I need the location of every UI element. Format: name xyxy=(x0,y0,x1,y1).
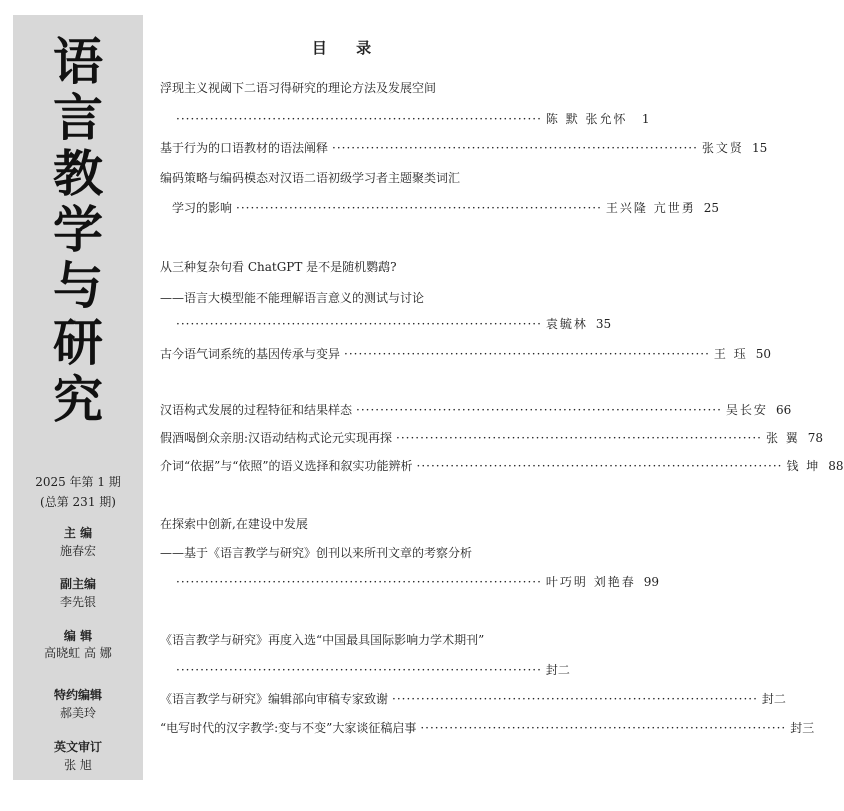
toc-entry-page: 1 xyxy=(641,112,650,126)
journal-title-char: 学 xyxy=(53,200,103,259)
toc-entry-title: 假酒喝倒众亲朋:汉语动结构式论元实现再探 xyxy=(160,431,393,445)
toc-entry-author: 叶巧明 刘艳春 xyxy=(545,575,636,589)
toc-entry xyxy=(160,140,768,156)
toc-entry-title: 汉语构式发展的过程特征和结果样态 xyxy=(160,403,353,417)
toc-entry-title: “电写时代的汉字教学:变与不变”大家谈征稿启事 xyxy=(160,721,417,735)
toc-leader-dots: ············································································ xyxy=(236,201,602,215)
toc-entry-title: 《语言教学与研究》编辑部向审稿专家致谢 xyxy=(160,692,389,706)
toc-entry-title: 学习的影响 xyxy=(172,201,233,215)
toc-entry xyxy=(160,402,792,418)
staff-role: 副主编 xyxy=(59,577,96,591)
toc-entry-author: 王 珏 xyxy=(713,347,748,361)
staff-role: 编 辑 xyxy=(63,629,93,643)
toc-entry-page: 66 xyxy=(775,403,792,417)
toc-title-line: 在探索中创新,在建设中发展 xyxy=(160,517,308,531)
journal-title-char: 语 xyxy=(53,32,103,91)
toc-title-line: 《语言教学与研究》再度入选“中国最具国际影响力学术期刊” xyxy=(160,633,485,647)
toc-entry xyxy=(172,111,650,127)
toc-entry xyxy=(160,720,815,736)
issue-number: 2025 年第 1 期 xyxy=(35,475,121,489)
staff-name: 李先银 xyxy=(59,595,96,609)
staff-name: 张 旭 xyxy=(64,758,92,772)
journal-title-char: 言 xyxy=(53,88,103,147)
toc-entry xyxy=(160,458,844,474)
toc-entry-title: 古今语气词系统的基因传承与变异 xyxy=(160,347,341,361)
toc-entry xyxy=(172,574,660,590)
journal-title-char: 究 xyxy=(53,370,103,429)
toc-entry xyxy=(172,662,570,678)
staff-role: 英文审订 xyxy=(53,740,102,754)
staff-name: 施春宏 xyxy=(59,544,96,558)
toc-entry-page: 封二 xyxy=(545,663,570,677)
toc-entry xyxy=(160,430,824,446)
toc-leader-dots: ············································································ xyxy=(420,721,787,735)
toc-entry-page: 25 xyxy=(703,201,720,215)
journal-title-char: 研 xyxy=(53,313,103,372)
toc-entry-author: 张文贤 xyxy=(701,141,744,155)
toc-entry-author: 张 翼 xyxy=(765,431,800,445)
toc-entry-page: 78 xyxy=(807,431,824,445)
toc-leader-dots: ············································································ xyxy=(176,575,542,589)
toc-title-line: 从三种复杂句看 ChatGPT 是不是随机鹦鹉? xyxy=(160,260,397,274)
toc-leader-dots: ············································································ xyxy=(176,317,542,331)
staff-name: 郝美玲 xyxy=(59,706,96,720)
toc-leader-dots: ············································································ xyxy=(396,431,762,445)
journal-title-char: 与 xyxy=(53,256,103,315)
toc-leader-dots: ············································································ xyxy=(176,112,542,126)
toc-entry-page: 35 xyxy=(595,317,612,331)
toc-leader-dots: ············································································ xyxy=(416,459,783,473)
toc-entry-author: 袁毓林 xyxy=(545,317,588,331)
toc-entry-author: 钱 坤 xyxy=(786,459,821,473)
toc-leader-dots: ············································································ xyxy=(176,663,542,677)
journal-title-char: 教 xyxy=(53,144,103,203)
toc-leader-dots: ············································································ xyxy=(344,347,710,361)
staff-name: 高晓虹 高 娜 xyxy=(44,646,112,660)
toc-entry-page: 15 xyxy=(751,141,768,155)
toc-leader-dots: ············································································ xyxy=(356,403,722,417)
toc-entry-title: 介词“依据”与“依照”的语义选择和叙实功能辨析 xyxy=(160,459,413,473)
toc-title-line: 编码策略与编码模态对汉语二语初级学习者主题聚类词汇 xyxy=(160,171,461,185)
staff-role: 特约编辑 xyxy=(53,688,102,702)
staff-role: 主 编 xyxy=(63,526,93,540)
toc-title-line: ——语言大模型能不能理解语言意义的测试与讨论 xyxy=(160,291,425,305)
toc-leader-dots: ············································································ xyxy=(392,692,758,706)
toc-entry xyxy=(172,200,720,216)
total-issue-number: (总第 231 期) xyxy=(40,495,116,509)
toc-title: 目 录 xyxy=(311,39,384,57)
toc-leader-dots: ············································································ xyxy=(332,141,698,155)
journal-sidebar xyxy=(13,15,143,780)
toc-title-line: ——基于《语言教学与研究》创刊以来所刊文章的考察分析 xyxy=(160,546,473,560)
toc-entry-page: 99 xyxy=(643,575,660,589)
toc-entry-page: 88 xyxy=(828,459,844,473)
toc-entry xyxy=(160,346,772,362)
toc-entry-page: 封三 xyxy=(790,721,815,735)
toc-entry-author: 陈 默 张允怀 xyxy=(545,112,628,126)
toc-title-line: 浮现主义视阈下二语习得研究的理论方法及发展空间 xyxy=(160,81,437,95)
toc-entry-title: 基于行为的口语教材的语法阐释 xyxy=(160,141,329,155)
toc-entry-author: 王兴隆 亢世勇 xyxy=(605,201,696,215)
toc-entry-author: 吴长安 xyxy=(725,403,768,417)
toc-entry-page: 封二 xyxy=(761,692,786,706)
toc-entry xyxy=(172,316,612,332)
toc-entry-page: 50 xyxy=(755,347,772,361)
toc-entry xyxy=(160,691,786,707)
